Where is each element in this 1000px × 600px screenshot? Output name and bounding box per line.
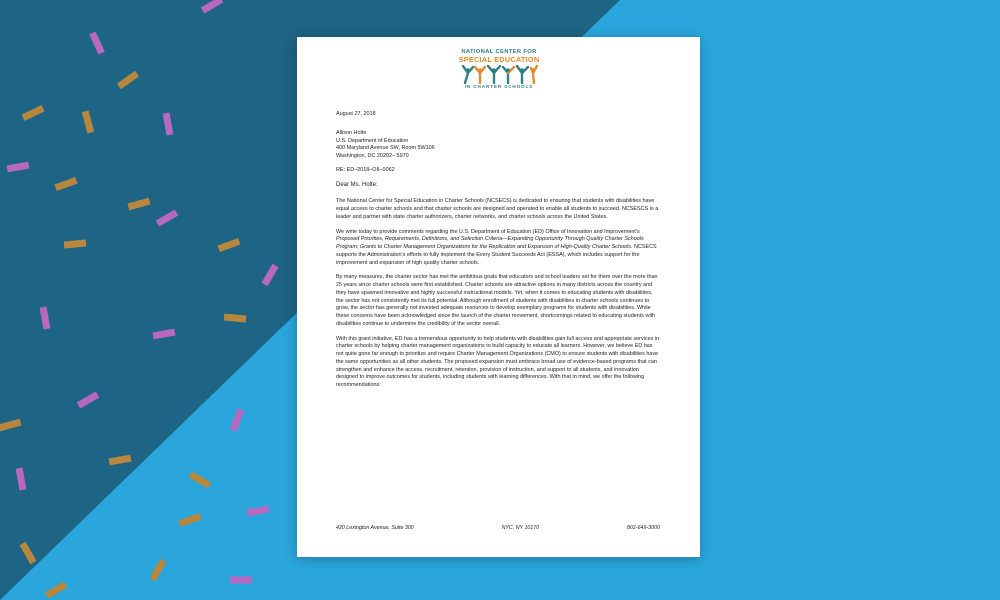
letter-footer — [336, 525, 660, 533]
recipient-org: U.S. Department of Education — [336, 137, 409, 144]
people-raising-hands-icon — [459, 65, 539, 84]
paragraph-3: By many measures, the charter sector has met the ambitious goals that educators and school leaders set for them over the more than 25 years since charter schools were first established. Charter schools are attractive options in many districts across the country and they have spawned innovative and highly successful instructional models. Yet, when it comes to educating students with disabilities, the sector has not consistently met its full potential. Although enrollment of students with disabilities in charter schools continues to grow, the sector has generally not invested adequate resources to develop exemplary programs for students with disabilities. While these concerns have been acknowledged since the launch of the charter movement, shortcomings related to educating students with disabilities continue to undermine the credibility of the sector overall. — [336, 274, 658, 327]
letter-page — [297, 37, 700, 557]
letter-date: August 27, 2018 — [336, 111, 376, 117]
confetti-piece — [230, 577, 252, 584]
paragraph-1: The National Center for Special Education in Charter Schools (NCSECS) is dedicated to ensuring that students with disabilities have equal access to charter schools and that charter schools are designed and operated to enable all students to succeed. NCSESCS is a leader and partner with state charter authorizers, charter networks, and charter schools across the United States. — [336, 198, 659, 220]
paragraph-2 — [336, 229, 660, 268]
footer-city: NYC, NY 10170 — [501, 525, 540, 531]
paragraph-4: With this grant initiative, ED has a tremendous opportunity to help students with disabilities gain full access and appropriate services in charter schools by helping charter management organizations to build capacity to educate all learners. However, we believe ED has not quite gone far enough to prioritize and require Charter Management Organizations (CMO) to ensure students with disabilities have the same opportunities as all other students. The proposed expansion must embrace broad use of evidence-based programs that can strengthen and enhance the access, recruitment, retention, provision of instruction, and support to all students, and innovation designed to improve outcomes for students, including students with learning differences. With that in mind, we offer the following recommendations: — [336, 335, 660, 388]
recipient-city: Washington, DC 20202– 5970 — [336, 153, 409, 159]
paragraph-2-tail: NCSECS supports the Administration's efforts to fully implement the Every Student Succeeds Act (ESSA), which includes support for the improvement and expansion of high quality charter schools. — [336, 244, 657, 266]
footer-phone: 802-649-3000 — [626, 525, 660, 531]
salutation: Dear Ms. Holte: — [336, 181, 378, 188]
logo-line-2: SPECIAL EDUCATION — [458, 55, 540, 64]
recipient-address — [336, 130, 660, 161]
paragraph-2-lead: We write today to provide comments regarding the U.S. Department of Education (ED) Office of Innovation and Improvement's — [336, 228, 640, 235]
logo-line-1: NATIONAL CENTER FOR — [461, 49, 537, 55]
recipient-street: 400 Maryland Avenue SW, Room 5W106 — [336, 145, 435, 152]
paragraph-2-title: Proposed Priorities, Requirements, Definitions, and Selection Criteria—Expanding Opportunity Through Quality Charter Schools Program; Grants to Charter Management Organizations for the Replication and Expansion of High-Quality Charter Schools. — [336, 236, 644, 250]
ncsecs-logo — [446, 49, 552, 103]
logo-line-3: IN CHARTER SCHOOLS — [464, 84, 534, 89]
footer-address: 420 Lexington Avenue, Suite 300 — [336, 525, 414, 531]
re-line: RE: ED–2018–OII–0062 — [336, 166, 395, 173]
recipient-name: Allison Holte — [336, 129, 367, 136]
